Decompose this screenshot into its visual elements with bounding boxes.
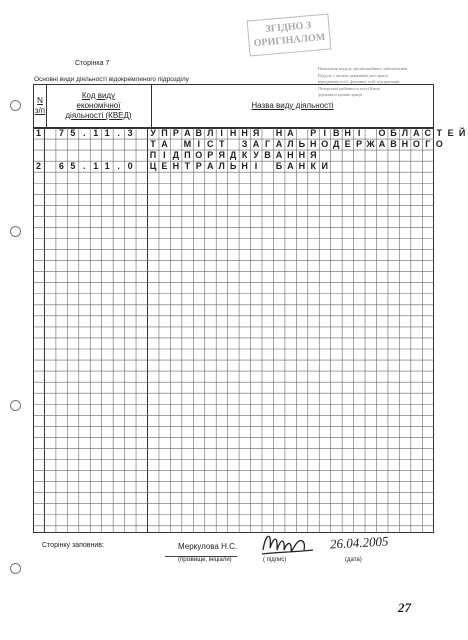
- binder-hole: [10, 400, 21, 411]
- grid-char: В: [332, 128, 340, 138]
- grid-char: Я: [310, 150, 317, 161]
- grid-char: 7: [58, 128, 64, 138]
- grid-char: С: [207, 139, 214, 150]
- grid-char: А: [287, 128, 294, 138]
- grid-char: 3: [127, 128, 133, 138]
- grid-char: 5: [70, 128, 76, 138]
- grid-char: В: [195, 128, 203, 138]
- grid-char: 6: [58, 161, 64, 172]
- grid-char: Р: [310, 128, 317, 138]
- binder-hole: [10, 100, 21, 111]
- grid-char: О: [412, 139, 420, 150]
- grid-char: А: [207, 161, 214, 172]
- grid-char: А: [252, 139, 260, 150]
- grid-char: Н: [241, 161, 248, 172]
- grid-char: Е: [344, 139, 351, 150]
- grid-char: Т: [218, 139, 225, 150]
- grid-char: Н: [241, 128, 248, 138]
- official-line: Печерської районної в місті Києві: [318, 85, 381, 91]
- grid-char: В: [264, 150, 271, 161]
- grid-char: И: [321, 161, 328, 172]
- signer-name: Меркулова Н.С.: [178, 542, 238, 551]
- official-line: юридичних осіб, фізичних осіб-підприємців: [318, 79, 400, 84]
- grid-char: А: [275, 150, 283, 161]
- grid-char: П: [184, 150, 191, 161]
- grid-char: 2: [35, 161, 41, 172]
- grid-char: К: [310, 161, 317, 172]
- grid-char: Д: [332, 139, 340, 150]
- grid-char: А: [161, 139, 168, 150]
- grid-char: Р: [207, 150, 214, 161]
- grid-char: І: [220, 128, 223, 138]
- grid-char: Т: [436, 128, 442, 138]
- page-label: Сторінка 7: [75, 60, 110, 67]
- grid-char: А: [184, 128, 191, 138]
- filled-by-label: Сторінку заповнив:: [42, 542, 104, 549]
- grid-char: В: [390, 139, 397, 150]
- grid-char: І: [197, 139, 201, 150]
- grid-char: Н: [298, 150, 306, 161]
- grid-char: .: [117, 128, 120, 138]
- grid-char: О: [435, 139, 443, 150]
- grid-char: Н: [310, 139, 317, 150]
- grid-char: Г: [425, 139, 431, 150]
- grid-char: Р: [172, 128, 179, 138]
- copy-stamp: [247, 13, 332, 56]
- header-activity-name: Назва виду діяльності: [251, 101, 334, 110]
- grid-char: Ж: [366, 139, 375, 150]
- grid-char: 0: [127, 161, 133, 172]
- grid-char: І: [163, 150, 166, 161]
- grid-char: Л: [207, 128, 214, 138]
- grid-char: Н: [287, 150, 294, 161]
- grid-char: 1: [35, 128, 41, 138]
- grid-char: О: [321, 139, 329, 150]
- table-header: [33, 84, 434, 128]
- page-total: 27: [398, 600, 411, 615]
- grid-char: 1: [104, 128, 110, 138]
- grid-char: А: [413, 128, 420, 138]
- header-kved-code: Код виду економічної діяльності (КВЕД): [46, 85, 152, 127]
- grid-char: 1: [93, 161, 99, 172]
- binder-hole: [10, 563, 21, 574]
- grid-char: Л: [287, 139, 294, 150]
- grid-char: Р: [195, 161, 202, 172]
- grid-char: А: [287, 161, 294, 172]
- official-line: Відділу з питань державної реєстрації: [318, 72, 388, 78]
- grid-char: 1: [93, 128, 99, 138]
- grid-char: Ь: [298, 139, 306, 150]
- signature-caption: ( підпис): [263, 557, 287, 563]
- grid-char: .: [83, 161, 86, 172]
- grid-char: Я: [252, 128, 260, 138]
- grid-char: Ц: [149, 161, 157, 172]
- grid-char: О: [195, 150, 203, 161]
- grid-char: О: [378, 128, 386, 138]
- grid-char: .: [83, 128, 86, 138]
- header-number-line: з/п: [34, 106, 46, 115]
- grid-entries: [33, 128, 466, 533]
- stamp-line: ЗГІДНО З: [265, 20, 312, 36]
- signed-date: 26.04.2005: [329, 533, 389, 552]
- grid-char: І: [357, 128, 361, 138]
- grid-char: А: [378, 139, 386, 150]
- grid-char: П: [149, 150, 157, 161]
- grid-char: Й: [458, 128, 466, 138]
- grid-char: Л: [218, 161, 225, 172]
- date-caption: (дата): [345, 557, 362, 563]
- grid-char: Б: [275, 161, 283, 172]
- grid-char: Т: [184, 161, 191, 172]
- binder-hole: [10, 226, 21, 237]
- grid-char: У: [150, 128, 156, 138]
- stamp-line: ОРИГІНАЛОМ: [253, 31, 326, 50]
- grid-char: Ь: [229, 161, 237, 172]
- grid-char: Д: [229, 150, 237, 161]
- grid-char: І: [323, 128, 326, 138]
- grid-char: Т: [150, 139, 156, 150]
- grid-char: З: [241, 139, 248, 150]
- grid-char: У: [253, 150, 259, 161]
- grid-char: Н: [229, 128, 237, 138]
- grid-char: Д: [172, 150, 180, 161]
- grid-char: Н: [401, 139, 409, 150]
- grid-char: Я: [218, 150, 225, 161]
- name-caption: (прізвище, ініціали): [178, 557, 232, 563]
- grid-char: Е: [161, 161, 168, 172]
- grid-char: 5: [70, 161, 76, 172]
- official-line: державної адміністрації: [318, 92, 362, 97]
- official-line: Начальник відділу організаційного забезпечення: [318, 66, 408, 71]
- grid-char: Б: [390, 128, 397, 138]
- grid-char: Р: [356, 139, 363, 150]
- grid-char: А: [275, 139, 283, 150]
- section-title: Основні види діяльності відокремленого підрозділу: [34, 76, 189, 83]
- grid-char: Н: [275, 128, 283, 138]
- header-number-line: N: [37, 96, 43, 105]
- grid-char: С: [424, 128, 432, 138]
- grid-char: І: [254, 161, 258, 172]
- grid-char: П: [161, 128, 168, 138]
- grid-char: Г: [264, 139, 271, 150]
- grid-char: .: [117, 161, 120, 172]
- grid-char: 1: [104, 161, 110, 172]
- grid-char: М: [183, 139, 192, 150]
- grid-char: Н: [298, 161, 306, 172]
- grid-char: К: [241, 150, 248, 161]
- grid-char: Н: [172, 161, 180, 172]
- grid-char: Е: [447, 128, 454, 138]
- grid-char: Н: [344, 128, 351, 138]
- grid-char: Л: [401, 128, 409, 138]
